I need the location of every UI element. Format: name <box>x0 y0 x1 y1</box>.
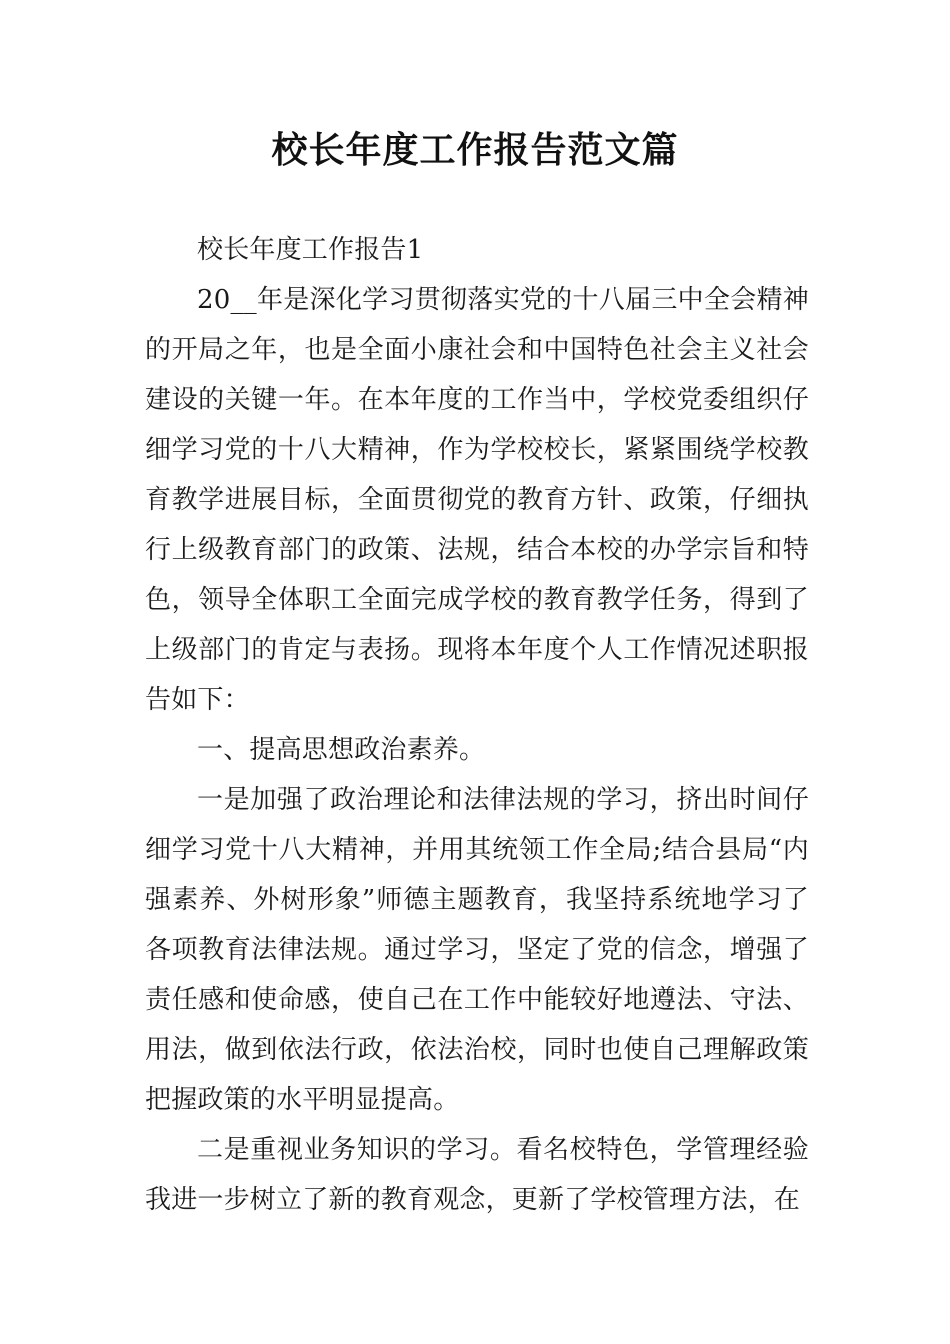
paragraph-political-study: 一是加强了政治理论和法律法规的学习，挤出时间仔细学习党十八大精神，并用其统领工作全局;结合县局“内强素养、外树形象”师德主题教育，我坚持系统地学习了各项教育法律法规。通过学习，坚定了党的信念，增强了责任感和使命感，使自己在工作中能较好地遵法、守法、用法，做到依法行政，依法治校，同时也使自己理解政策把握政策的水平明显提高。 <box>145 785 809 1115</box>
paragraph-intro: 20__年是深化学习贯彻落实党的十八届三中全会精神的开局之年，也是全面小康社会和中国特色社会主义社会建设的关键一年。在本年度的工作当中，学校党委组织仔细学习党的十八大精神，作为学校校长，紧紧围绕学校教育教学进展目标，全面贯彻党的教育方针、政策，仔细执行上级教育部门的政策、法规，结合本校的办学宗旨和特色，领导全体职工全面完成学校的教育教学任务，得到了上级部门的肯定与表扬。现将本年度个人工作情况述职报告如下： <box>145 285 809 715</box>
document-title: 校长年度工作报告范文篇 <box>271 129 679 171</box>
section-heading-1: 一、提高思想政治素养。 <box>197 735 486 765</box>
paragraph-business-study: 二是重视业务知识的学习。看名校特色，学管理经验我进一步树立了新的教育观念，更新了学校管理方法，在 <box>145 1135 809 1215</box>
report-heading: 校长年度工作报告1 <box>197 235 424 265</box>
document-body <box>145 225 809 1225</box>
